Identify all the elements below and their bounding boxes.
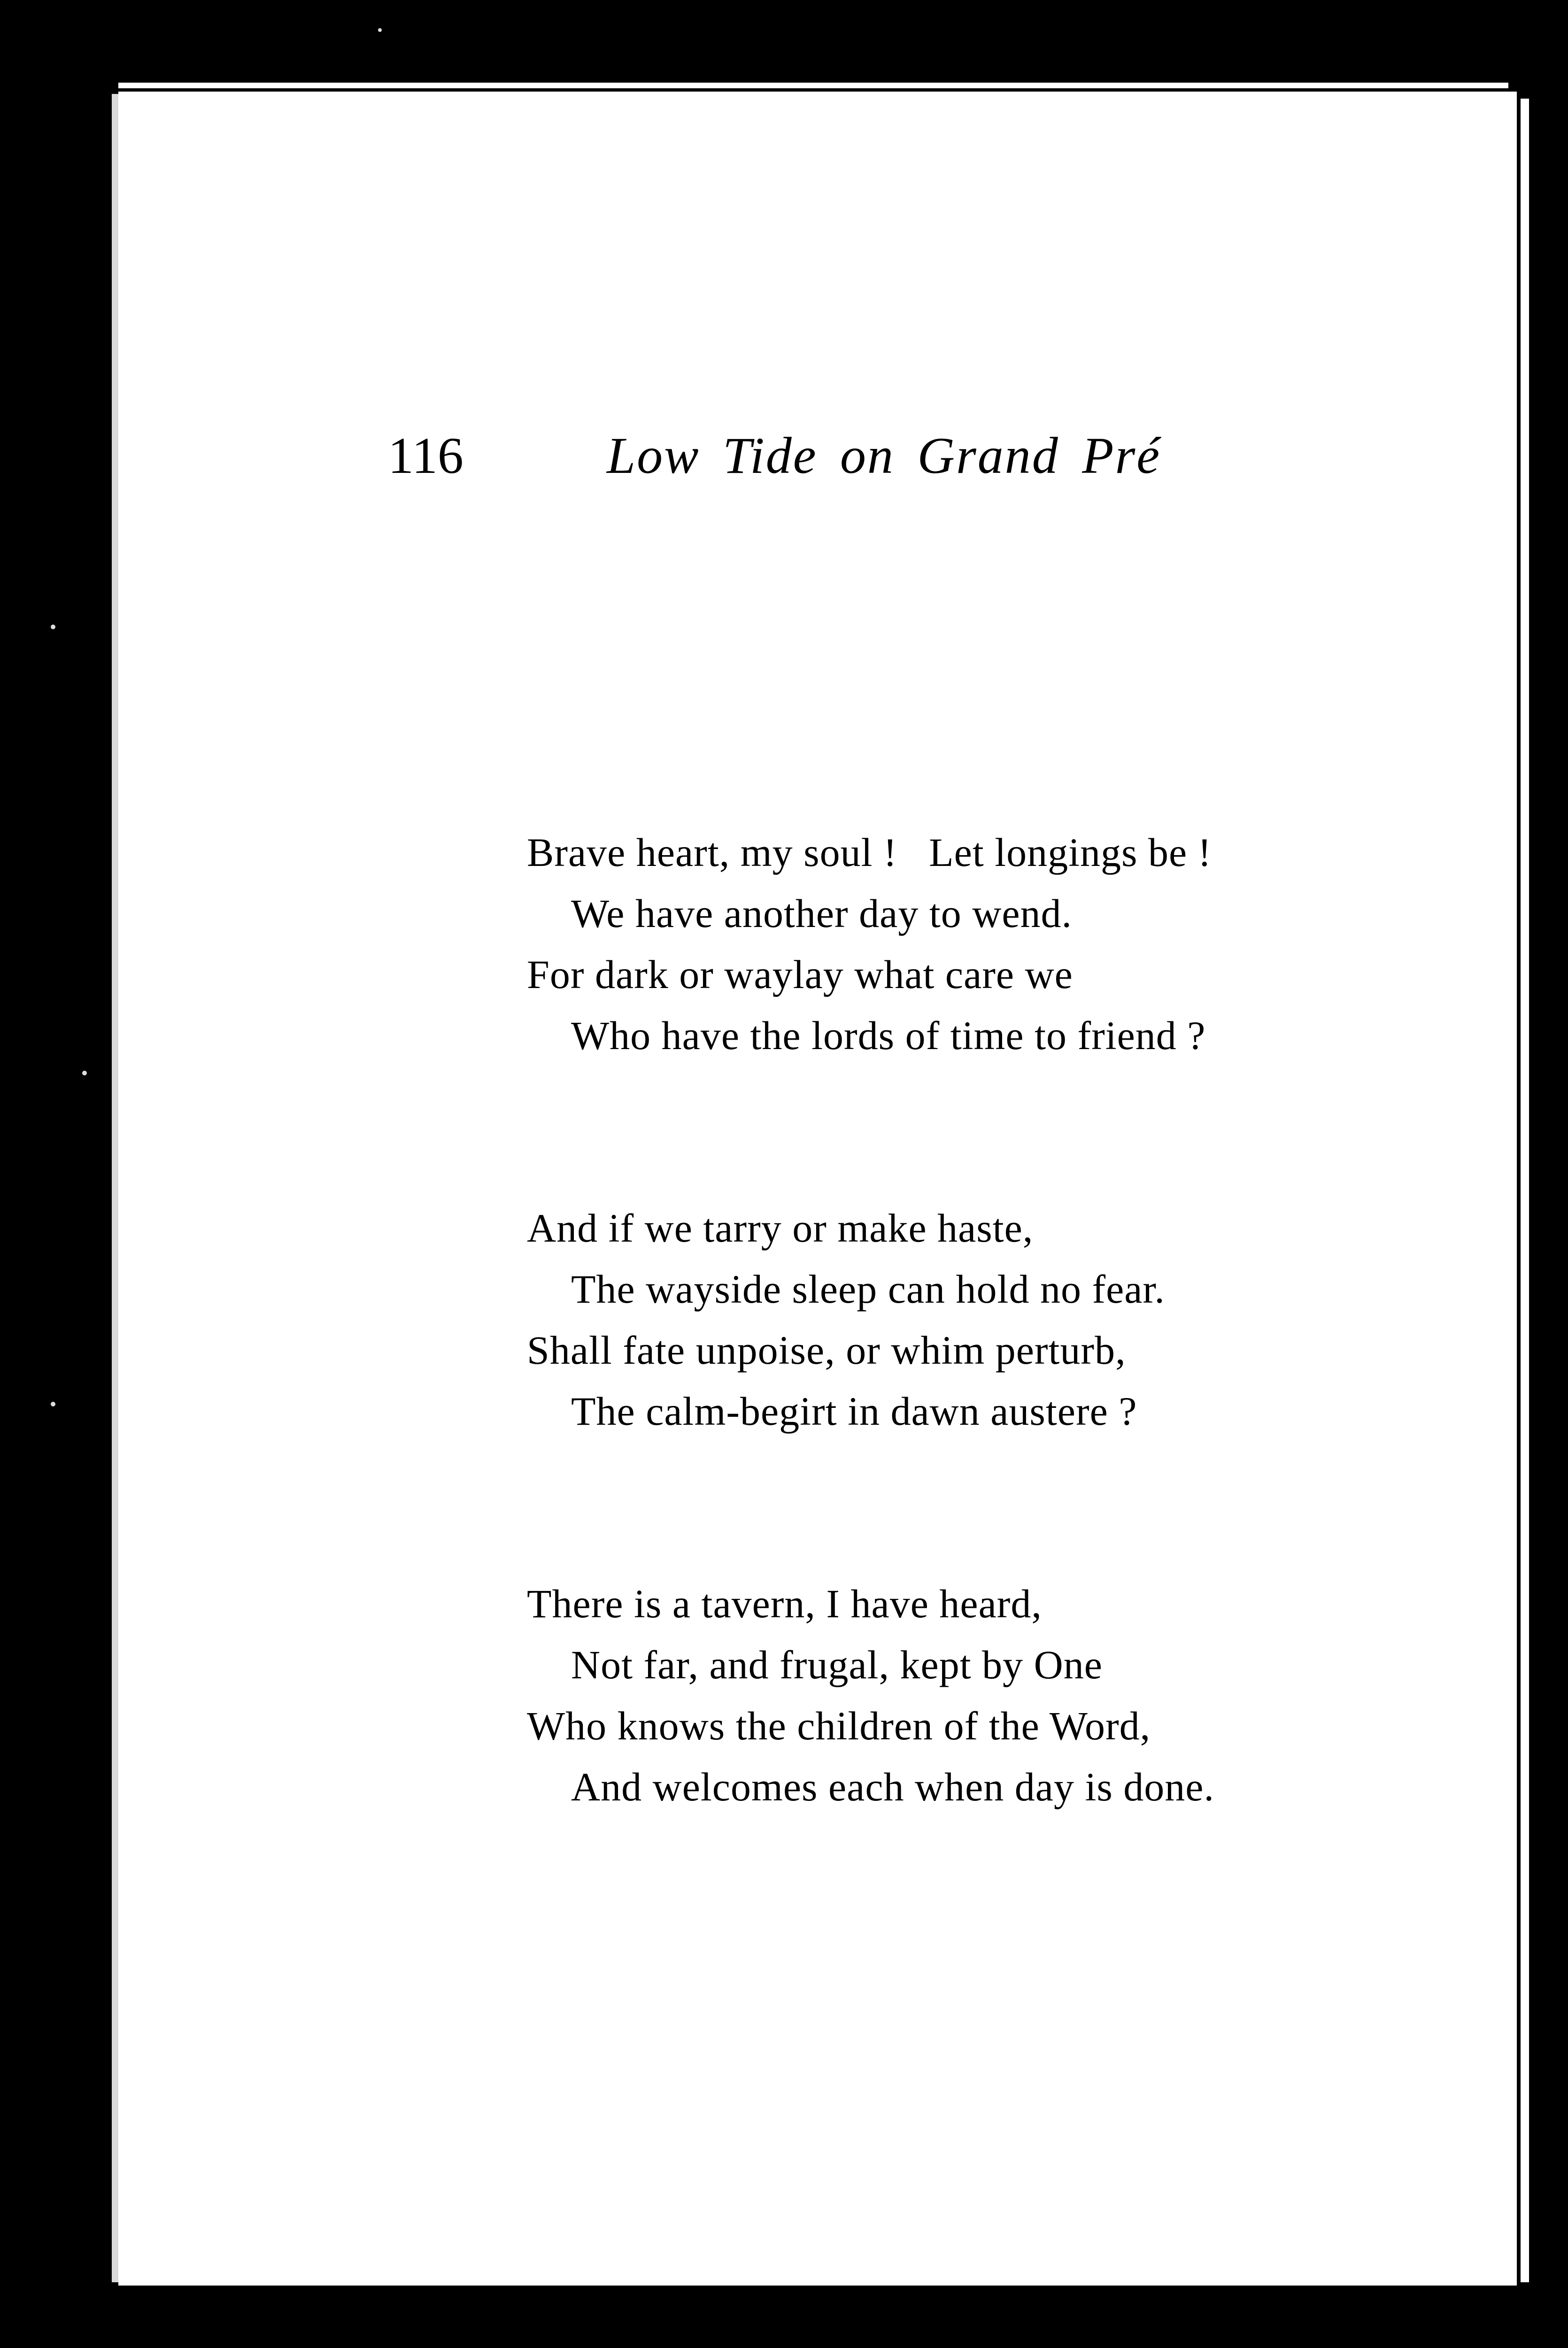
scan-speck xyxy=(82,1071,87,1075)
poem-line: And if we tarry or make haste, xyxy=(527,1205,1034,1251)
poem-line: And welcomes each when day is done. xyxy=(571,1764,1214,1809)
page-number: 116 xyxy=(388,427,463,484)
poem-line: Shall fate unpoise, or whim perturb, xyxy=(527,1328,1126,1373)
poem-line: The calm-begirt in dawn austere ? xyxy=(571,1389,1137,1434)
book-page xyxy=(118,92,1517,2286)
scan-speck xyxy=(51,625,55,629)
poem-line: For dark or waylay what care we xyxy=(527,952,1073,997)
poem-line: We have another day to wend. xyxy=(571,891,1073,936)
poem-line: Not far, and frugal, kept by One xyxy=(571,1642,1103,1687)
page-edge-top xyxy=(118,83,1508,88)
scan-speck xyxy=(378,28,382,32)
poem-line: Who have the lords of time to friend ? xyxy=(571,1013,1206,1058)
poem xyxy=(527,822,1466,1949)
running-title: Low Tide on Grand Pré xyxy=(607,427,1161,484)
poem-line: There is a tavern, I have heard, xyxy=(527,1581,1042,1626)
stanza-3 xyxy=(527,1573,1466,1817)
running-head xyxy=(118,420,1517,495)
poem-line: Who knows the children of the Word, xyxy=(527,1703,1151,1748)
scan-speck xyxy=(51,1402,55,1406)
poem-line: The wayside sleep can hold no fear. xyxy=(571,1267,1165,1312)
stanza-2 xyxy=(527,1197,1466,1442)
poem-line: Brave heart, my soul ! Let longings be ! xyxy=(527,830,1212,875)
stanza-1 xyxy=(527,822,1466,1066)
page-edge-right xyxy=(1521,99,1529,2282)
